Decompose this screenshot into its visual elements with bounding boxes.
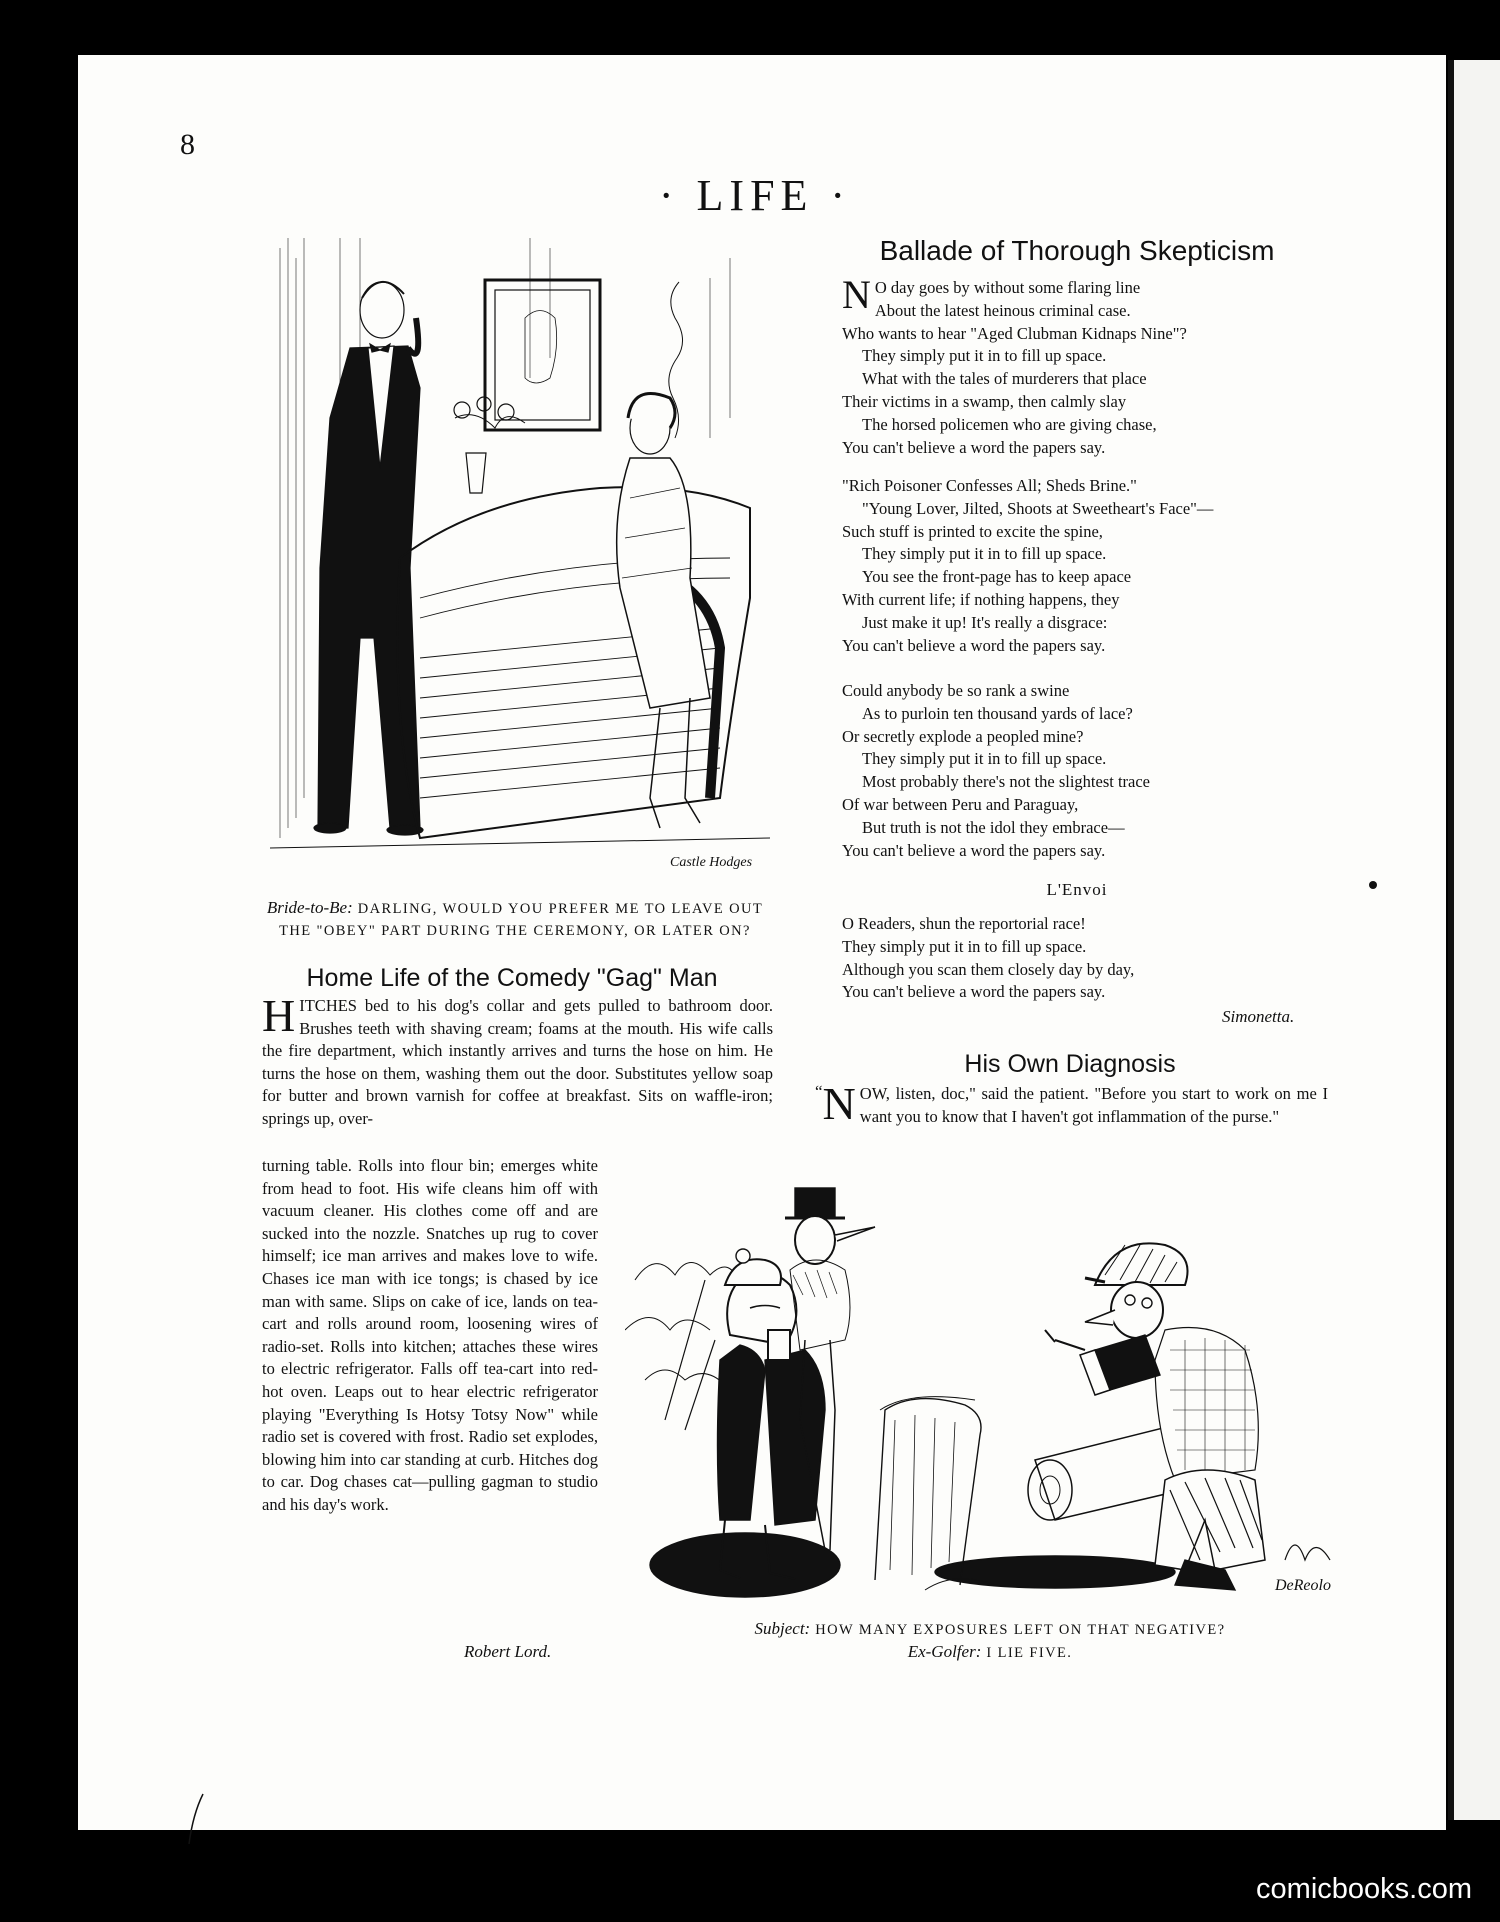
poem-line: You can't believe a word the papers say.	[842, 437, 1106, 457]
poem-stanza-3	[842, 680, 1312, 862]
caption-speaker-subject: Subject:	[754, 1619, 811, 1638]
caption-text-golfer: I LIE FIVE.	[986, 1645, 1073, 1661]
poem-line: They simply put it in to fill up space.	[862, 749, 1107, 769]
poem-envoi	[842, 913, 1312, 1004]
cartoon-caption-bottom	[640, 1618, 1340, 1664]
poem-line: "Rich Poisoner Confesses All; Sheds Brine."	[842, 476, 1137, 495]
poem-line: You can't believe a word the papers say.	[842, 635, 1106, 655]
poem-line: You can't believe a word the papers say.	[842, 982, 1106, 1002]
envoi-heading: L'Envoi	[1046, 880, 1108, 899]
poem-line: About the latest heinous criminal case.	[874, 300, 1131, 320]
caption-text-subject: HOW MANY EXPOSURES LEFT ON THAT NEGATIVE?	[815, 1622, 1226, 1638]
article-body-narrow	[262, 1155, 598, 1517]
caption-speaker: Bride-to-Be:	[266, 898, 353, 917]
cartoon-illustration-golfers	[625, 1160, 1355, 1620]
article-body-text: ITCHES bed to his dog's collar and gets pulled to bathroom door. Brushes teeth with shaving cream; foams at the mouth. His wife calls the fire department, which instantly arrives and turns the hose on him. He turns the hose on them, washing them out the door. Substitutes yellow soap for butter and brown varnish for coffee at breakfast. Sits on waffle-iron; springs up, over-	[262, 996, 773, 1128]
poem-line: Of war between Peru and Paraguay,	[842, 794, 1079, 814]
drop-cap: H	[262, 990, 296, 1041]
poem-line: You see the front-page has to keep apace	[862, 567, 1132, 587]
stray-pencil-mark	[185, 1790, 207, 1846]
article-body-continued: turning table. Rolls into flour bin; emerges white from head to foot. His wife cleans him off with vacuum cleaner. His clothes come off and are sucked into the nozzle. Snatches up rug to cover himself; ice man arrives and makes love to wife. Chases ice man with ice tongs; is chased by ice man with same. Slips on cake of ice, lands on tea-cart and rolls around room, loosening wires of radio-set. Rolls into kitchen; attaches these wires to electric refrigerator. Falls off tea-cart into red-hot oven. Leaps out to hear electric refrigerator playing "Everything Is Hotsy Totsy Now" while radio set is covered with frost. Radio set explodes, blowing him into car standing at curb. Hitches dog to car. Dog chases cat—pulling gagman to studio and his day's work.	[262, 1156, 598, 1514]
poem-title: Ballade of Thorough Skepticism	[879, 235, 1275, 266]
cartoon-signature: Castle Hodges	[670, 855, 753, 870]
poem-line: But truth is not the idol they embrace—	[862, 817, 1125, 837]
page-number: 8	[180, 128, 195, 161]
poem-line: Their victims in a swamp, then calmly slay	[842, 391, 1127, 411]
poem-line: What with the tales of murderers that place	[862, 369, 1147, 389]
poem-line: Just make it up! It's really a disgrace:	[862, 612, 1108, 632]
poem-stanza-1	[842, 272, 1312, 459]
poem-line: With current life; if nothing happens, they	[842, 589, 1120, 609]
poem-line: Such stuff is printed to excite the spine,	[842, 521, 1103, 541]
poem-author: Simonetta.	[1222, 1007, 1295, 1026]
article-author: Robert Lord.	[464, 1642, 552, 1661]
poem-line: Could anybody be so rank a swine	[842, 681, 1070, 700]
poem-line: O day goes by without some flaring line	[874, 278, 1141, 297]
article-title-diagnosis: His Own Diagnosis	[964, 1050, 1176, 1078]
masthead: · LIFE ·	[658, 171, 852, 220]
diagnosis-text: OW, listen, doc," said the patient. "Before you start to work on me I want you to know that I haven't got inflammation of the purse."	[859, 1084, 1328, 1126]
poem-line: You can't believe a word the papers say.	[842, 840, 1106, 860]
poem-drop-cap: N	[842, 272, 871, 317]
poem-stanza-2	[842, 475, 1312, 657]
poem-line: Although you scan them closely day by day,	[842, 959, 1135, 979]
poem-line: Most probably there's not the slightest trace	[862, 772, 1150, 792]
caption-speaker-golfer: Ex-Golfer:	[907, 1642, 982, 1661]
poem-line: "Young Lover, Jilted, Shoots at Sweetheart's Face"—	[862, 498, 1214, 518]
article-body-wide	[262, 990, 773, 1131]
poem-line: They simply put it in to fill up space.	[862, 544, 1107, 564]
poem-line: As to purloin ten thousand yards of lace?	[862, 703, 1133, 723]
poem-line: They simply put it in to fill up space.	[862, 346, 1107, 366]
diagnosis-body: “ N OW, listen, doc," said the patient. "Before you start to work on me I want you to know that I haven't got inflammation of the purse."	[815, 1078, 1328, 1129]
cartoon-signature-bottom: DeReolo	[1275, 1577, 1331, 1594]
stray-ink-mark	[1369, 881, 1377, 889]
poem-line: Who wants to hear "Aged Clubman Kidnaps Nine"?	[842, 323, 1187, 343]
cartoon-illustration-couple	[270, 238, 770, 878]
poem-line: The horsed policemen who are giving chase,	[862, 414, 1157, 434]
poem-line: They simply put it in to fill up space.	[842, 936, 1087, 956]
site-watermark: comicbooks.com	[1256, 1873, 1472, 1905]
cartoon-caption	[255, 897, 775, 942]
next-page-edge	[1448, 60, 1500, 1820]
diagnosis-drop-cap: N	[822, 1078, 856, 1129]
caption-text: DARLING, WOULD YOU PREFER ME TO LEAVE OUT THE "OBEY" PART DURING THE CEREMONY, OR LATER ON?	[279, 901, 764, 939]
article-title-gag-man: Home Life of the Comedy "Gag" Man	[306, 964, 718, 992]
poem-line: Or secretly explode a peopled mine?	[842, 726, 1084, 746]
poem-line: O Readers, shun the reportorial race!	[842, 914, 1086, 933]
